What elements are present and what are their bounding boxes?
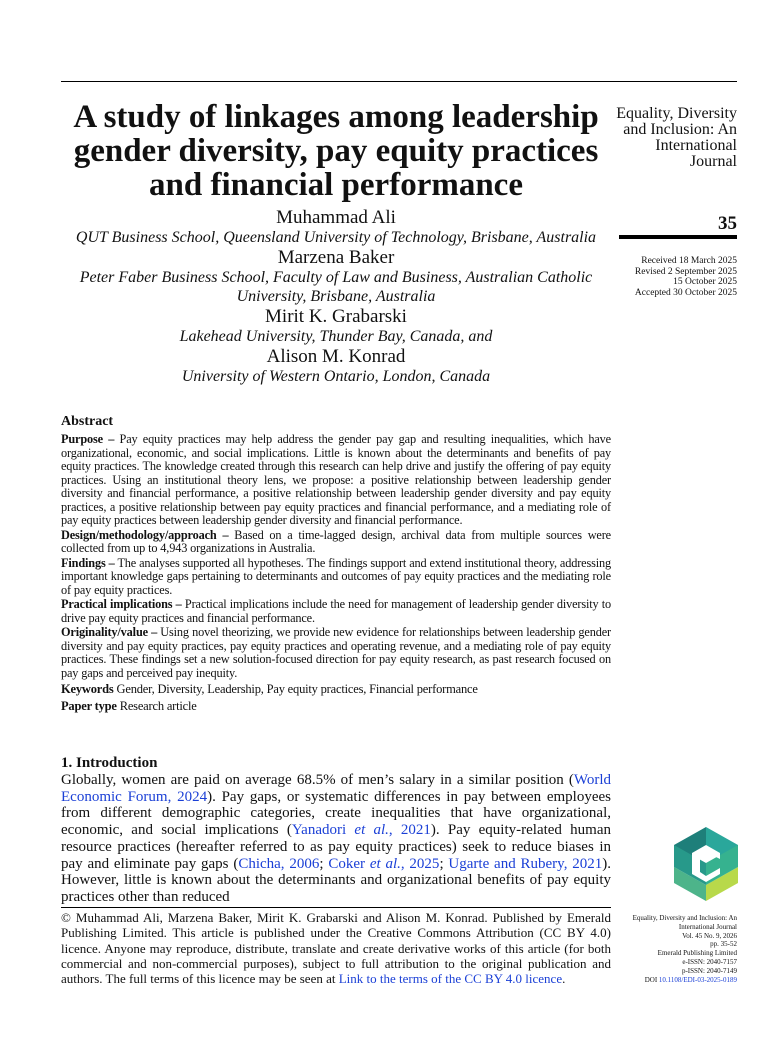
- paper-type: [61, 698, 611, 714]
- citation-pissn: p-ISSN: 2040-7149: [681, 966, 737, 975]
- body-text: ;: [439, 855, 449, 872]
- doi-link[interactable]: 10.1108/EDI-03-2025-0189: [658, 975, 737, 984]
- received-date: Received 18 March 2025: [641, 256, 737, 266]
- abstract-label: Design/methodology/approach –: [61, 527, 229, 542]
- citation-link[interactable]: Ugarte and Rubery, 2021: [448, 855, 603, 872]
- license-link[interactable]: Link to the terms of the CC BY 4.0 licence: [338, 971, 563, 987]
- body-text: ). Pay equity-related human resource practices (hereafter referred to as pay equity practices) seek to reduce biases in pay and eliminate pay gaps (: [61, 822, 612, 872]
- license-end: .: [562, 971, 566, 987]
- page-number: 35: [718, 213, 737, 234]
- sidebar-rule: [619, 235, 737, 239]
- abstract-label: Practical implications –: [61, 597, 182, 611]
- abstract-text: Based on a time-lagged design, archival data from multiple sources were collected from up to 4,943 organizations in Australia.: [61, 527, 611, 555]
- citation-volume: Vol. 45 No. 9, 2026: [682, 931, 737, 940]
- paper-type-label: Paper type: [61, 699, 117, 713]
- accepted-date: Accepted 30 October 2025: [634, 287, 737, 298]
- author-name: Muhammad Ali: [276, 207, 396, 228]
- citation-author: Coker: [328, 855, 370, 872]
- citation-publisher: Emerald Publishing Limited: [657, 949, 737, 958]
- abstract-text: The analyses supported all hypotheses. The findings support and extend institutional theory, addressing important knowledge gaps pertaining to determinants and outcomes of pay equity practices and the mediating role of pay equity practices.: [61, 555, 612, 597]
- author-affiliation: QUT Business School, Queensland University of Technology, Brisbane, Australia: [75, 229, 597, 246]
- author-name: Mirit K. Grabarski: [265, 306, 407, 327]
- paper-type-text: Research article: [119, 699, 197, 713]
- citation-etal: et al.: [354, 822, 389, 839]
- citation-pages: pp. 35-52: [710, 940, 737, 949]
- abstract-text: Practical implications include the need for management of leadership gender diversity to drive pay equity practices and financial performance.: [61, 597, 612, 625]
- citation-eissn: e-ISSN: 2040-7157: [682, 957, 737, 966]
- citation-author: Yanadori: [291, 822, 355, 839]
- intro-paragraph: [61, 772, 611, 906]
- citation-year: , 2025: [400, 855, 440, 872]
- article-title: A study of linkages among leadership gender diversity, pay equity practices and financial performance: [73, 99, 599, 203]
- abstract-purpose: [61, 433, 611, 528]
- abstract-text: Using novel theorizing, we provide new evidence for relationships between leadership gender diversity and pay equity practices, pay equity practices and operating revenue, and a mediating role of pay equity practices. These findings set a new solution-focused direction for pay equity research, as past research focused on pay gaps and perceived pay inequity.: [61, 625, 611, 680]
- author-affiliation: University of Western Ontario, London, Canada: [181, 368, 491, 385]
- abstract-text: Pay equity practices may help address the gender pay gap and resulting inequalities, which have organizational, economic, and social implications. Little is known about the determinants and benefits of pay equity practices. The knowledge created through this research can help drive and justify the offering of pay equity practices. Using an institutional theory lens, we propose: a positive relationship between leadership gender diversity and financial performance, a positive relationship between leadership gender diversity and pay equity practices, a positive relationship between pay equity practices and financial performance, and a mediating role of pay equity practices between leadership gender diversity and financial performance.: [61, 432, 611, 527]
- body-text: ). Pay gaps, or systematic differences in pay between employees from different demographic categories, create inequalities that have organizational, economic, and social implications (: [61, 788, 611, 839]
- journal-name: Equality, Diversity and Inclusion: An International Journal: [616, 105, 737, 170]
- body-text: Globally, women are paid on average 68.5% of men’s salary in a similar position (: [61, 772, 574, 788]
- author-name: Marzena Baker: [277, 247, 395, 268]
- abstract-design: [61, 529, 611, 556]
- top-rule: [61, 81, 737, 82]
- abstract-heading: Abstract: [61, 414, 114, 429]
- keywords: [61, 681, 611, 697]
- abstract-label: Findings –: [61, 555, 115, 570]
- abstract-label: Originality/value –: [61, 625, 158, 639]
- keywords-text: Gender, Diversity, Leadership, Pay equity practices, Financial performance: [116, 682, 478, 696]
- citation-link[interactable]: [328, 856, 439, 872]
- citation-block: [612, 914, 737, 984]
- author-name: Alison M. Konrad: [266, 346, 406, 367]
- article-header: [61, 100, 611, 386]
- author-affiliation: Lakehead University, Thunder Bay, Canada, and: [179, 328, 493, 345]
- abstract-originality: [61, 626, 611, 680]
- citation-journal: International Journal: [678, 922, 737, 931]
- citation-journal: Equality, Diversity and Inclusion: An: [632, 914, 737, 922]
- introduction: [61, 755, 611, 906]
- license-text: © Muhammad Ali, Marzena Baker, Mirit K. Grabarski and Alison M. Konrad. Published by Emerald Publishing Limited. This article is published under the Creative Commons Attribution (CC BY 4.0) licence. Anyone may reproduce, distribute, translate and create derivative works of this article (for both commercial and non-commercial purposes), subject to full attribution to the original publication and authors. The full terms of this licence may be seen at: [61, 910, 611, 987]
- body-text: ;: [319, 855, 329, 872]
- citation-doi: [612, 976, 737, 985]
- revised-date: 15 October 2025: [673, 277, 737, 288]
- abstract-label: Purpose –: [61, 432, 115, 446]
- body-text: ). However, little is known about the determinants and organizational benefits of pay equity practices other than reduced: [61, 855, 611, 905]
- author-list: [61, 207, 611, 386]
- publisher-logo: [674, 827, 738, 901]
- abstract-practical: [61, 598, 611, 625]
- revised-date: Revised 2 September 2025: [634, 266, 737, 277]
- license-notice: [61, 910, 611, 986]
- citation-year: , 2021: [388, 822, 431, 839]
- section-heading: 1. Introduction: [61, 755, 158, 771]
- article-dates: [612, 256, 737, 298]
- citation-etal: et al.: [369, 855, 401, 872]
- footer-rule: [61, 907, 611, 908]
- citation-link[interactable]: Chicha, 2006: [238, 855, 320, 872]
- abstract: [61, 413, 611, 714]
- author-affiliation: Peter Faber Business School, Faculty of Law and Business, Australian Catholic University, Brisbane, Australia: [79, 269, 593, 305]
- citation-link[interactable]: [292, 822, 431, 838]
- keywords-label: Keywords: [61, 682, 114, 696]
- citation-link[interactable]: World Economic Forum, 2024: [61, 772, 611, 805]
- doi-label: DOI: [644, 975, 659, 984]
- abstract-findings: [61, 557, 611, 598]
